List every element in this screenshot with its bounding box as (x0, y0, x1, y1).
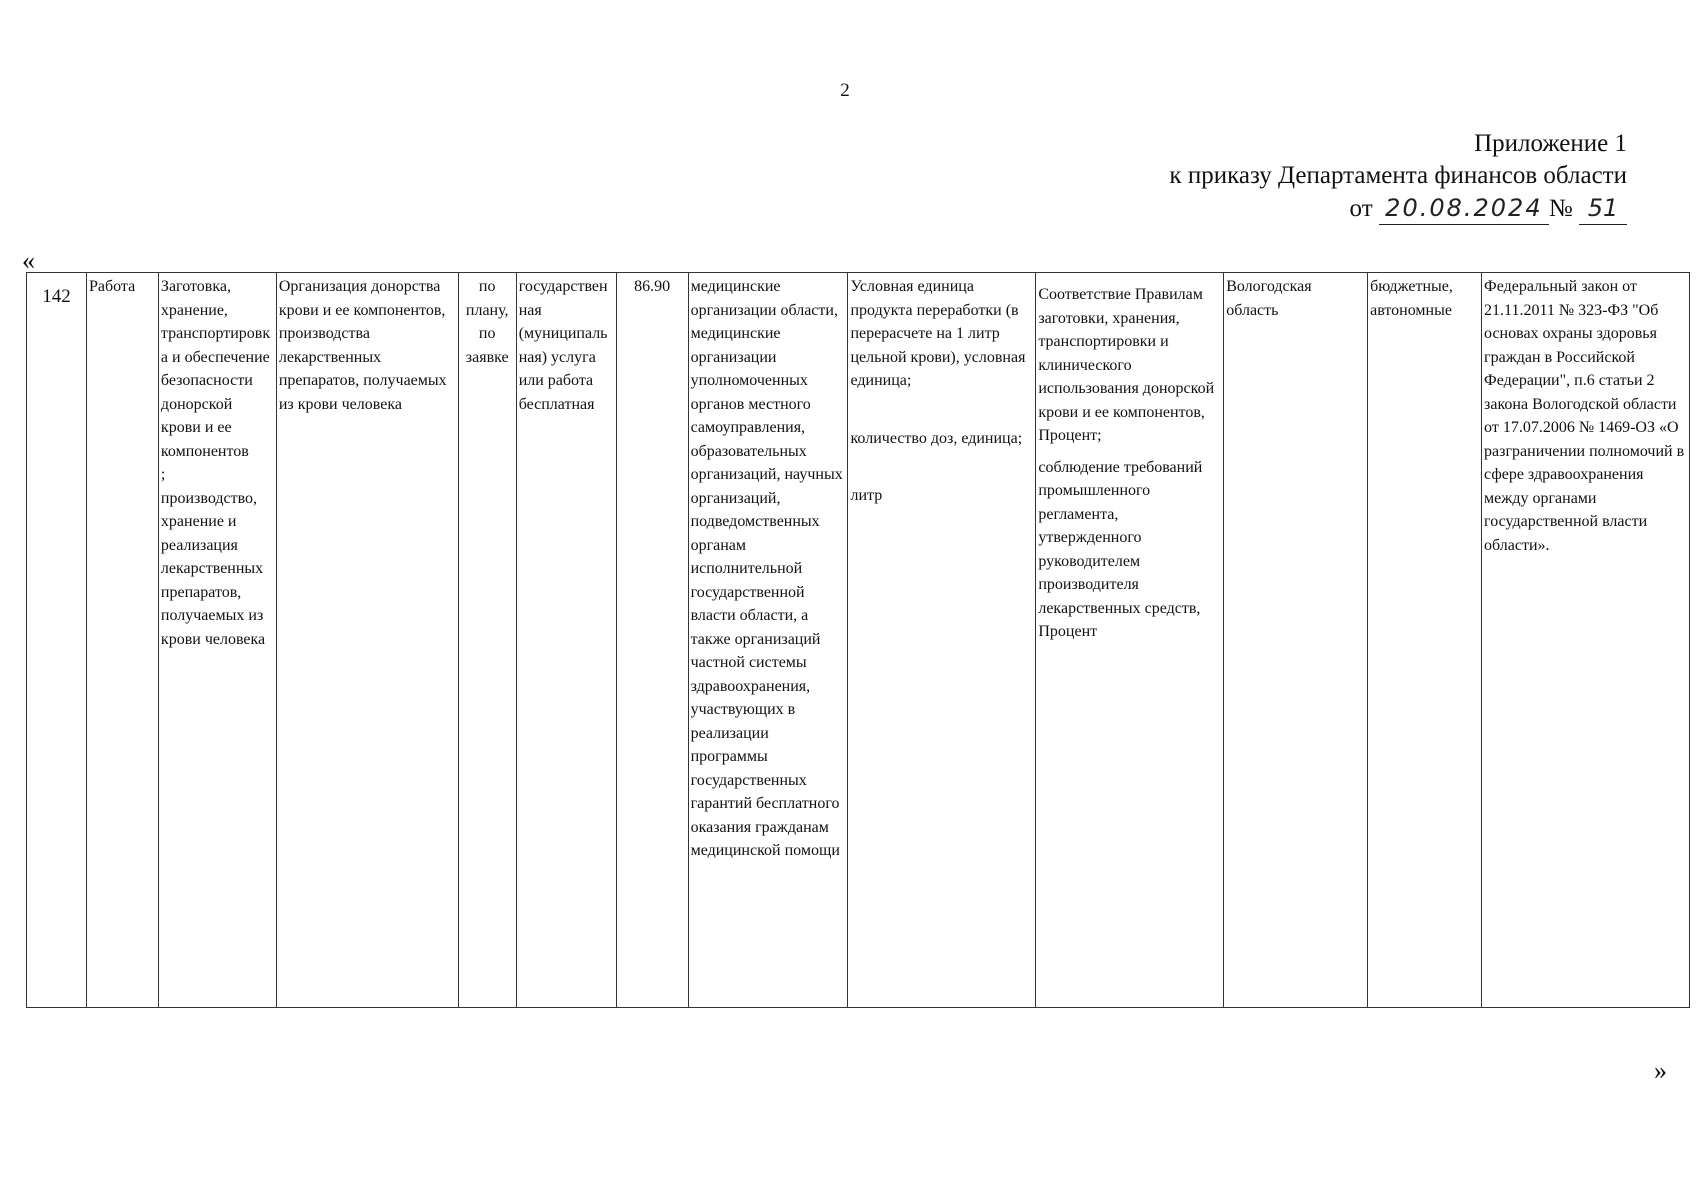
cell-basis: по плану, по заявке (458, 273, 516, 1008)
cell-type: Работа (86, 273, 158, 1008)
cell-name-part2: производство, хранение и реализация лекарственных препаратов, получаемых из крови человека (160, 489, 266, 648)
closing-quote: » (1654, 1056, 1667, 1085)
spacer (850, 393, 1033, 427)
cell-name (158, 273, 276, 1008)
cell-name-separator: ; (160, 466, 166, 483)
cell-content: Организация донорства крови и ее компонентов, производства лекарственных препаратов, получаемых из крови человека (276, 273, 458, 1008)
cell-quality-1: Соответствие Правилам заготовки, хранения, транспортировки и клинического использования донорской крови и ее компонентов, Процент; (1038, 286, 1215, 444)
table-row (27, 273, 1690, 1008)
annex-number: 51 (1579, 192, 1627, 225)
cell-quality-2: соблюдение требований промышленного регламента, утвержденного руководителем производителя лекарственных средств, Процент (1038, 458, 1203, 640)
page-number: 2 (840, 80, 850, 101)
annex-date: 20.08.2024 (1379, 192, 1549, 225)
annex-title: Приложение 1 (1474, 130, 1627, 157)
cell-consumers: медицинские организации области, медицинские организации уполномоченных органов местного самоуправления, образовательных организаций, научных организаций, подведомственных органам исполнительной государственной власти области, а также организаций частной системы здравоохранения, участвующих в реализации программы государственных гарантий бесплатного оказания гражданам медицинской помощи (688, 273, 848, 1008)
annex-header (1169, 128, 1627, 225)
spacer (850, 450, 1033, 484)
cell-institutions: бюджетные, автономные (1368, 273, 1482, 1008)
annex-from-label: от (1349, 195, 1373, 222)
annex-number-label: № (1548, 195, 1573, 222)
cell-volume-3: литр (850, 487, 883, 504)
annex-date-line (1169, 192, 1627, 225)
annex-order-line: к приказу Департамента финансов области (1169, 162, 1627, 189)
services-table-wrap (26, 272, 1690, 1008)
spacer (1038, 448, 1221, 456)
cell-region: Вологодская область (1224, 273, 1368, 1008)
cell-volume-2: количество доз, единица; (850, 429, 1023, 447)
opening-quote: « (22, 246, 35, 275)
cell-okved: 86.90 (616, 273, 688, 1008)
cell-volume-1: Условная единица продукта переработки (в перерасчете на 1 литр цельной крови), условная единица; (850, 278, 1026, 389)
cell-category: государственная (муниципальная) услуга или работа бесплатная (516, 273, 616, 1008)
cell-quality (1036, 273, 1224, 1008)
cell-volume (848, 273, 1036, 1008)
cell-number: 142 (27, 273, 87, 1008)
cell-name-part1: Заготовка, хранение, транспортировка и обеспечение безопасности донорской крови и ее компонентов (160, 278, 271, 460)
services-table (26, 272, 1690, 1008)
cell-legal: Федеральный закон от 21.11.2011 № 323-ФЗ "Об основах охраны здоровья граждан в Российской Федерации", п.6 статьи 2 закона Вологодской области от 17.07.2006 № 1469-ОЗ «О разграничении полномочий в сфере здравоохранения между органами государственной власти области». (1482, 273, 1690, 1008)
